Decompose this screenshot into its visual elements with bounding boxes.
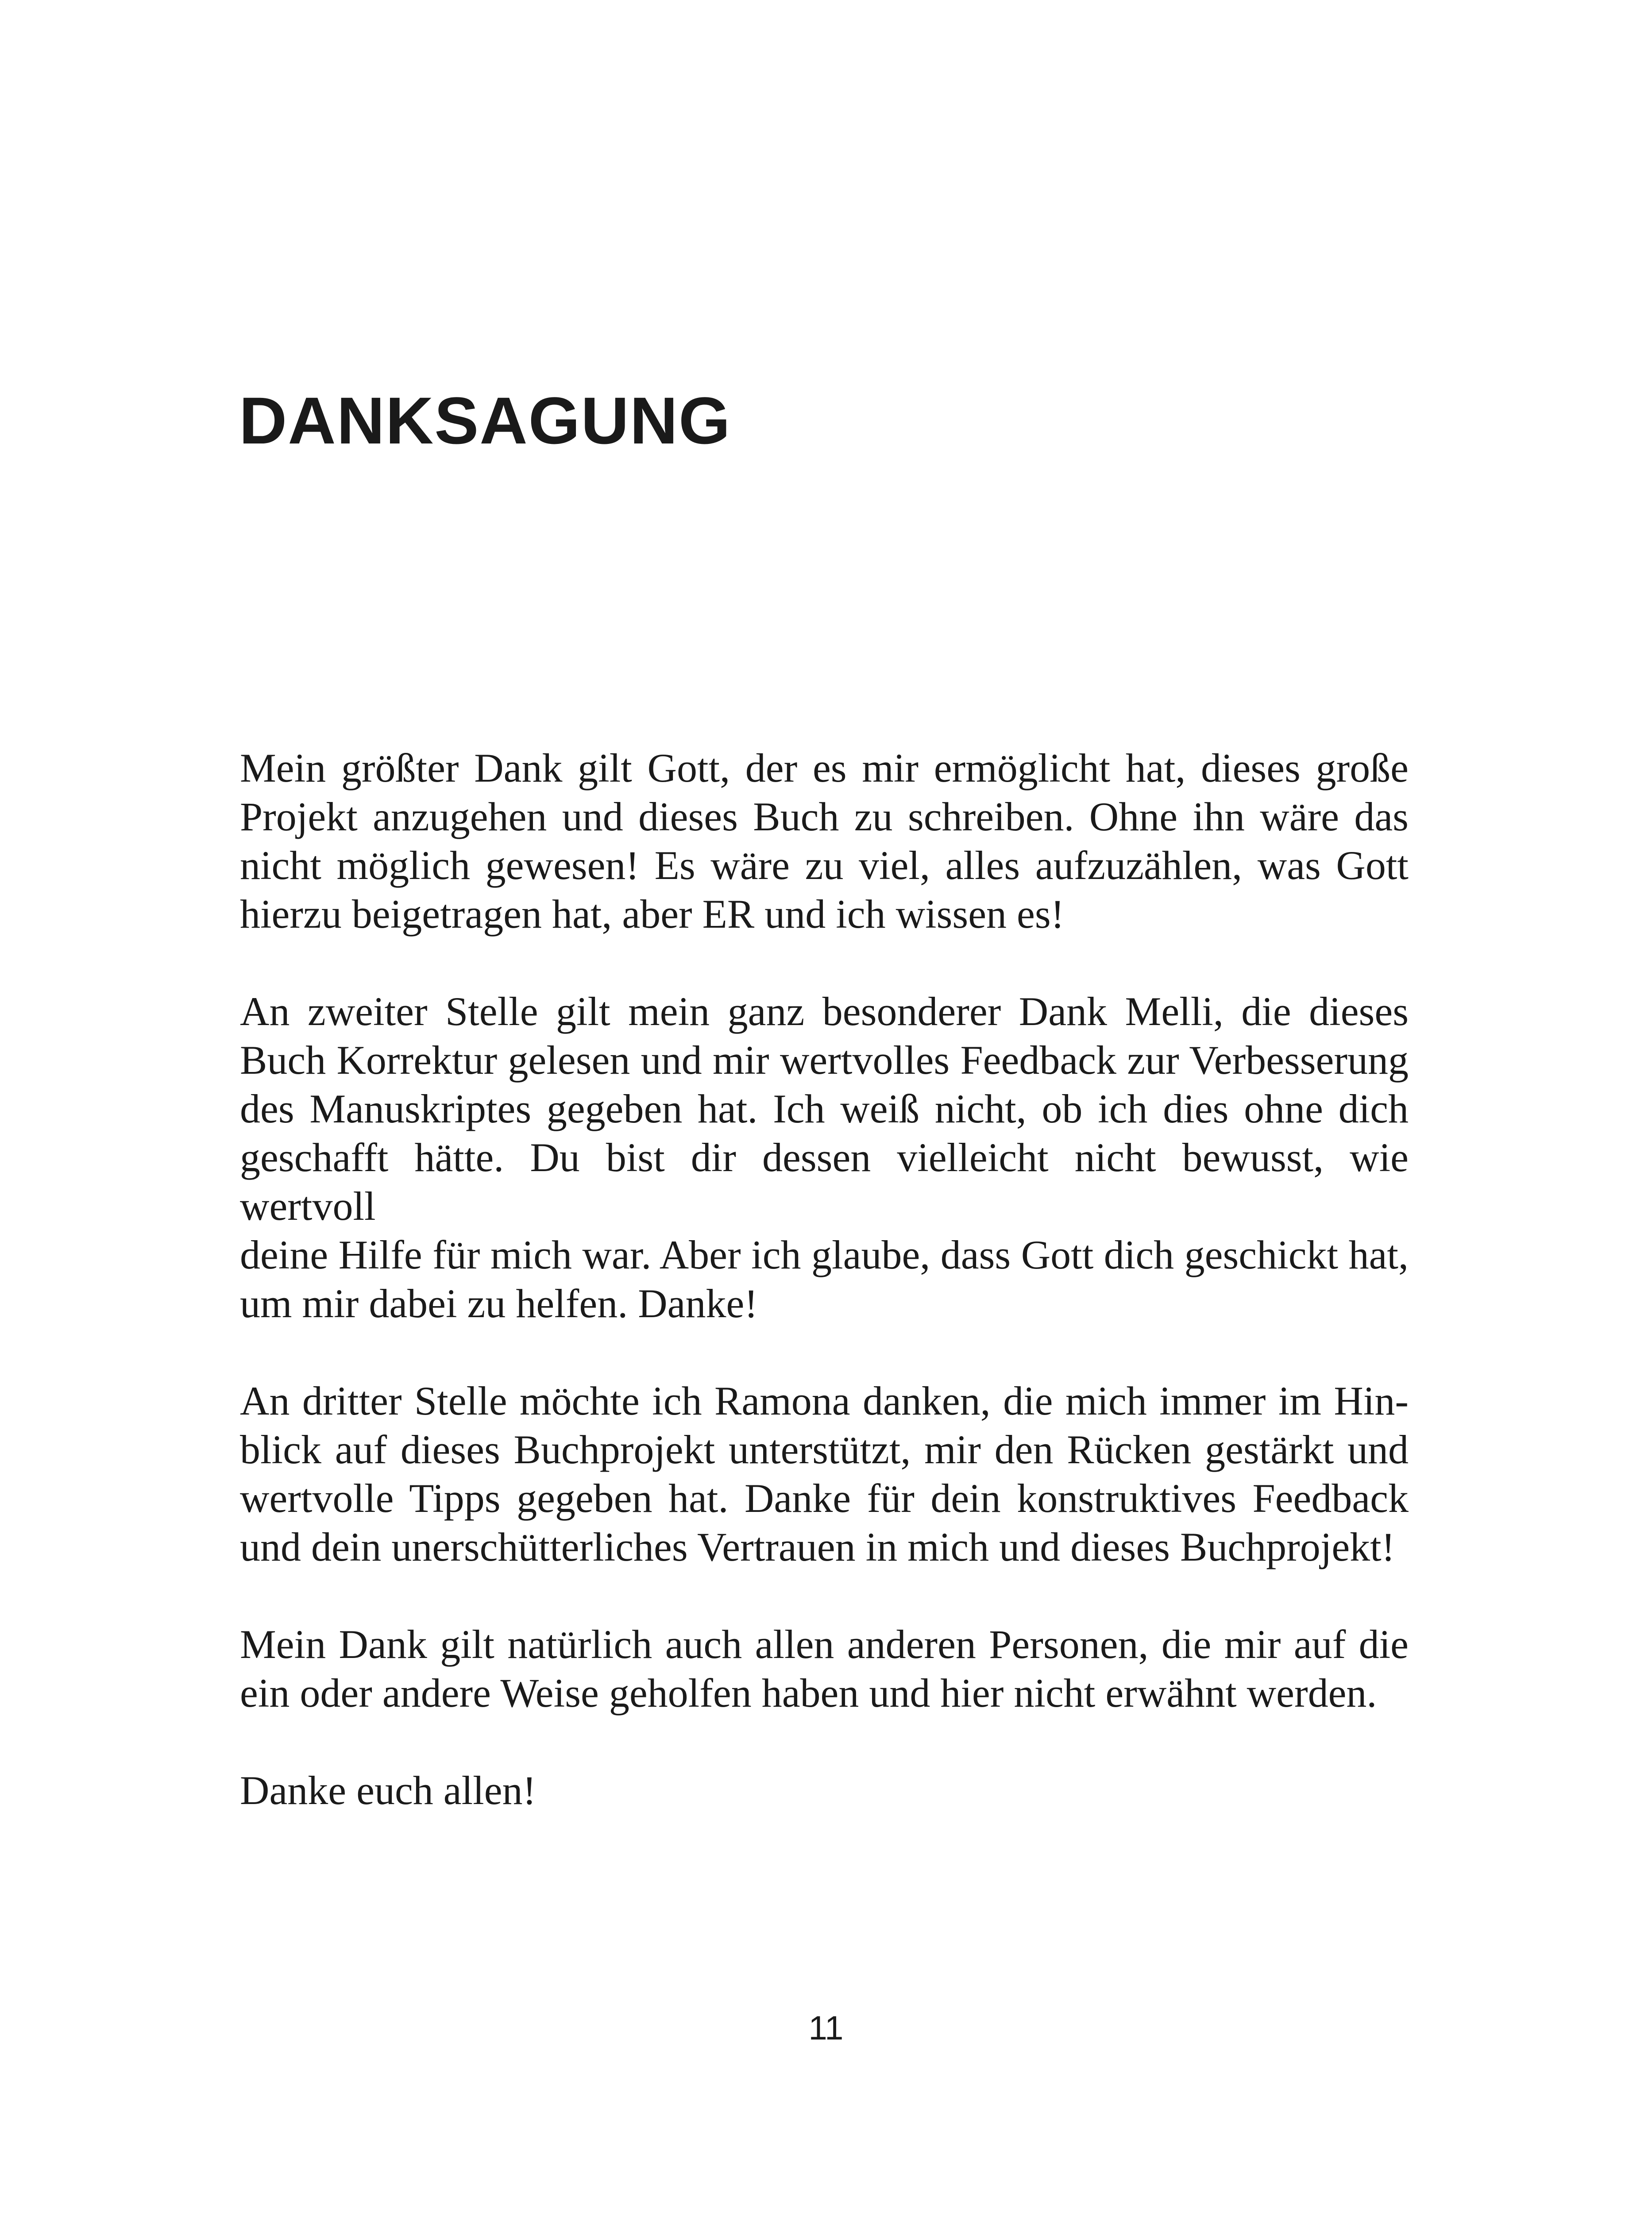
text-line: nicht möglich gewesen! Es wäre zu viel, alles aufzuzählen, was Gott — [240, 843, 1409, 888]
text-line: hierzu beigetragen hat, aber ER und ich wissen es! — [240, 891, 1065, 937]
text-line: geschafft hätte. Du bist dir dessen vielleicht nicht bewusst, wie wertvoll — [240, 1135, 1409, 1229]
text-line: Buch Korrektur gelesen und mir wertvolles Feedback zur Verbesserung — [240, 1037, 1409, 1083]
body-text — [240, 744, 1409, 1863]
text-line: um mir dabei zu helfen. Danke! — [240, 1281, 758, 1326]
paragraph-1 — [240, 744, 1409, 938]
chapter-title: DANKSAGUNG — [239, 383, 731, 458]
text-line: ein oder andere Weise geholfen haben und hier nicht erwähnt werden. — [240, 1670, 1377, 1716]
paragraph-5 — [240, 1766, 1409, 1815]
text-line: Mein größter Dank gilt Gott, der es mir ermöglicht hat, dieses große — [240, 745, 1409, 790]
text-line: deine Hilfe für mich war. Aber ich glaube, dass Gott dich geschickt hat, — [240, 1232, 1409, 1277]
text-line: blick auf dieses Buchprojekt unterstützt, mir den Rücken gestärkt und — [240, 1427, 1409, 1472]
paragraph-4 — [240, 1620, 1409, 1717]
page-number: 11 — [808, 2009, 844, 2047]
paragraph-3 — [240, 1376, 1409, 1571]
text-line: Projekt anzugehen und dieses Buch zu schreiben. Ohne ihn wäre das — [240, 794, 1409, 839]
text-line: Danke euch allen! — [240, 1768, 537, 1813]
text-line: Mein Dank gilt natürlich auch allen anderen Personen, die mir auf die — [240, 1622, 1409, 1667]
paragraph-2 — [240, 987, 1409, 1328]
text-line: An dritter Stelle möchte ich Ramona danken, die mich immer im Hin- — [240, 1378, 1409, 1423]
text-line: und dein unerschütterliches Vertrauen in mich und dieses Buchprojekt! — [240, 1524, 1395, 1569]
text-line: des Manuskriptes gegeben hat. Ich weiß nicht, ob ich dies ohne dich — [240, 1086, 1409, 1131]
text-line: wertvolle Tipps gegeben hat. Danke für dein konstruktives Feedback — [240, 1476, 1409, 1521]
text-line: An zweiter Stelle gilt mein ganz besonderer Dank Melli, die dieses — [240, 989, 1409, 1034]
